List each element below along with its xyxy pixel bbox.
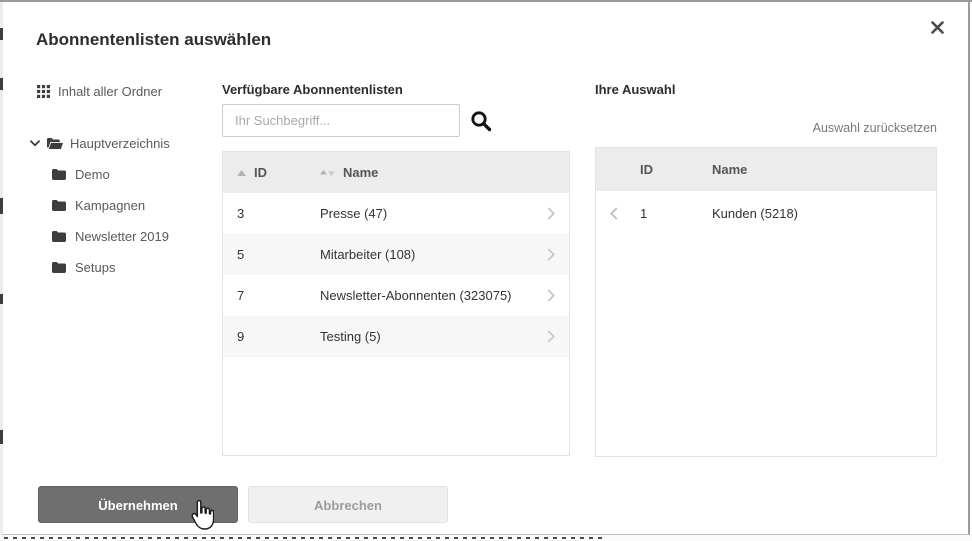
- chevron-right-icon[interactable]: [547, 207, 555, 220]
- folder-label: Kampagnen: [75, 198, 146, 213]
- sort-both-icon: [320, 170, 335, 176]
- chevron-down-icon[interactable]: [30, 140, 40, 147]
- sidebar-item-folder-kampagnen[interactable]: [52, 198, 145, 213]
- sidebar-item-folder-newsletter-2019[interactable]: [52, 229, 169, 244]
- selection-table: [595, 147, 937, 457]
- sidebar-item-folder-setups[interactable]: [52, 260, 115, 275]
- row-id: 3: [237, 206, 245, 221]
- available-header-name[interactable]: [320, 165, 555, 180]
- chevron-right-icon[interactable]: [547, 330, 555, 343]
- folder-icon: [52, 262, 66, 273]
- close-button[interactable]: [926, 16, 948, 38]
- selection-table-header: [596, 148, 936, 191]
- modal-title: Abonnentenlisten auswählen: [36, 30, 272, 49]
- available-table-header: [223, 152, 569, 193]
- folder-open-icon: [47, 138, 63, 150]
- root-folder-label: Hauptverzeichnis: [70, 136, 170, 151]
- page-frame-right: [968, 0, 970, 535]
- row-name: Testing (5): [320, 329, 381, 344]
- folder-icon: [52, 200, 66, 211]
- available-lists-table: [222, 151, 570, 456]
- sidebar-item-root-folder[interactable]: [30, 136, 170, 151]
- selection-heading: Ihre Auswahl: [595, 82, 676, 97]
- page-frame-left: [0, 2, 3, 535]
- table-row[interactable]: [223, 234, 569, 275]
- close-icon: [931, 21, 944, 34]
- selection-header-id: ID: [640, 162, 653, 177]
- reset-selection-link[interactable]: Auswahl zurücksetzen: [812, 121, 937, 135]
- table-row[interactable]: [596, 191, 936, 236]
- row-name: Presse (47): [320, 206, 388, 221]
- folder-icon: [52, 169, 66, 180]
- available-header-id[interactable]: [237, 165, 320, 180]
- page-background-strip: [0, 535, 972, 541]
- sort-asc-icon: [237, 170, 246, 176]
- folder-label: Newsletter 2019: [75, 229, 169, 244]
- row-name: Newsletter-Abonnenten (323075): [320, 288, 512, 303]
- column-label-name: Name: [343, 165, 379, 180]
- page-frame-top: [0, 0, 972, 2]
- chevron-right-icon[interactable]: [547, 289, 555, 302]
- selection-header-name: Name: [712, 162, 748, 177]
- folder-label: Demo: [75, 167, 110, 182]
- table-row[interactable]: [223, 316, 569, 357]
- folder-label: Setups: [75, 260, 116, 275]
- row-name: Mitarbeiter (108): [320, 247, 416, 262]
- grid-icon: [37, 85, 50, 98]
- table-row[interactable]: [223, 275, 569, 316]
- chevron-left-icon[interactable]: [610, 207, 640, 220]
- sidebar-item-folder-demo[interactable]: [52, 167, 110, 182]
- search-input[interactable]: [222, 104, 460, 137]
- row-id: 5: [237, 247, 245, 262]
- row-name: Kunden (5218): [712, 206, 799, 221]
- cancel-button[interactable]: Abbrechen: [248, 486, 448, 523]
- all-folders-label: Inhalt aller Ordner: [58, 84, 163, 99]
- search-button[interactable]: [469, 109, 493, 133]
- row-id: 9: [237, 329, 245, 344]
- folder-icon: [52, 231, 66, 242]
- chevron-right-icon[interactable]: [547, 248, 555, 261]
- column-label-id: ID: [254, 165, 267, 180]
- table-row[interactable]: [223, 193, 569, 234]
- search-icon: [469, 109, 493, 133]
- available-lists-heading: Verfügbare Abonnentenlisten: [222, 82, 403, 97]
- row-id: 1: [640, 206, 648, 221]
- apply-button[interactable]: Übernehmen: [38, 486, 238, 523]
- row-id: 7: [237, 288, 245, 303]
- sidebar-item-all-folders[interactable]: [37, 84, 162, 99]
